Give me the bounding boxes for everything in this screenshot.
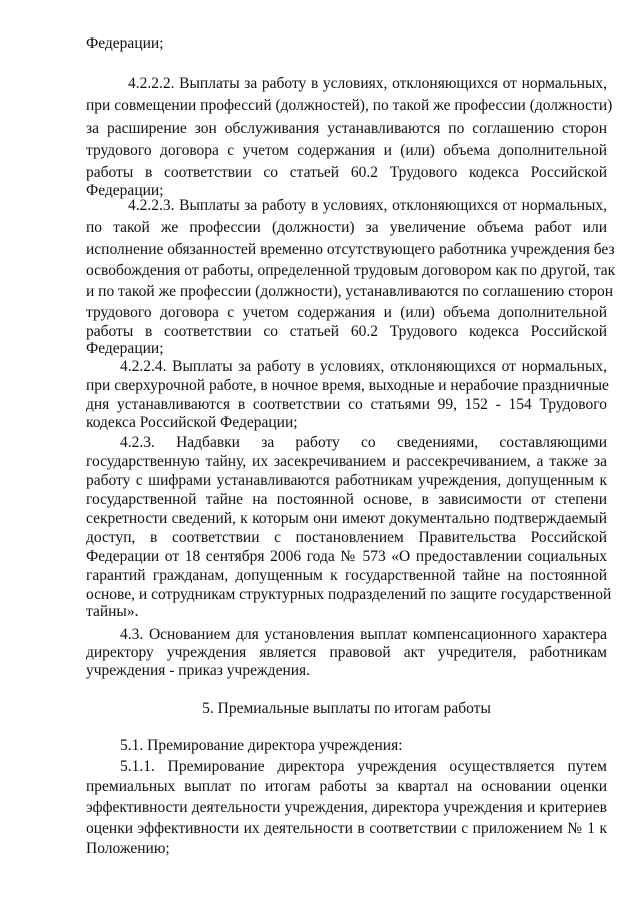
text-line: премиальных выплат по итогам работы за квартал на основании оценки <box>86 778 607 795</box>
text-line: основе, и сотрудникам структурных подразделений по защите государственной <box>86 586 612 603</box>
text-line: 4.2.2.3. Выплаты за работу в условиях, отклоняющихся от нормальных, <box>128 197 607 214</box>
text-line: учреждения - приказ учреждения. <box>86 662 311 679</box>
text-line: 5.1. Премирование директора учреждения: <box>120 737 403 754</box>
text-line: трудового договора с учетом содержания и (или) объема дополнительной <box>86 142 607 159</box>
text-line: 4.2.2.4. Выплаты за работу в условиях, отклоняющихся от нормальных, <box>120 358 607 375</box>
text-line: работы в соответствии со статьей 60.2 Трудового кодекса Российской <box>86 164 607 181</box>
text-line: 5.1.1. Премирование директора учреждения осуществляется путем <box>120 758 607 775</box>
text-line: и по такой же профессии (должности), устанавливаются по соглашению сторон <box>86 283 614 300</box>
text-line: тайны». <box>86 603 139 620</box>
text-line: кодекса Российской Федерации; <box>86 414 298 431</box>
text-line: исполнение обязанностей временно отсутствующего работника учреждения без <box>86 241 615 258</box>
text-line: дня устанавливаются в соответствии со статьями 99, 152 - 154 Трудового <box>86 396 607 413</box>
text-line: при совмещении профессий (должностей), по такой же профессии (должности) <box>86 97 613 114</box>
text-line: за расширение зон обслуживания устанавливаются по соглашению сторон <box>86 120 607 137</box>
text-line: гарантий гражданам, допущенным к государственной тайне на постоянной <box>86 567 607 584</box>
text-line: директору учреждения является правовой акт учредителя, работникам <box>86 644 607 661</box>
text-line: Федерации; <box>86 340 164 357</box>
text-line: Федерации; <box>86 35 164 52</box>
text-line: секретности сведений, к которым они имеют документально подтверждаемый <box>86 510 607 527</box>
text-line: трудового договора с учетом содержания и (или) объема дополнительной <box>86 304 607 321</box>
text-line: эффективности деятельности учреждения, директора учреждения и критериев <box>86 799 607 816</box>
text-line: государственной тайне на постоянной основе, в зависимости от степени <box>86 491 607 508</box>
text-line: освобождения от работы, определенной трудовым договором как по другой, так <box>86 262 616 279</box>
text-line: государственную тайну, их засекречиванием и рассекречиванием, а также за <box>86 453 607 470</box>
text-line: доступ, в соответствии с постановлением Правительства Российской <box>86 529 607 546</box>
text-line: 4.2.3. Надбавки за работу со сведениями, составляющими <box>120 434 607 451</box>
text-line: по такой же профессии (должности) за увеличение объема работ или <box>86 219 607 236</box>
text-line: при сверхурочной работе, в ночное время, выходные и нерабочие праздничные <box>86 377 609 394</box>
text-line: работу с шифрами устанавливаются работникам учреждения, допущенным к <box>86 472 607 489</box>
text-line: Федерации от 18 сентября 2006 года № 573 «О предоставлении социальных <box>86 548 607 565</box>
text-line: Федерации; <box>86 182 164 199</box>
text-line: 4.3. Основанием для установления выплат компенсационного характера <box>120 626 607 643</box>
text-line: 4.2.2.2. Выплаты за работу в условиях, отклоняющихся от нормальных, <box>128 75 607 92</box>
text-line: оценки эффективности их деятельности в соответствии с приложением № 1 к <box>86 820 607 837</box>
section-heading: 5. Премиальные выплаты по итогам работы <box>202 700 491 717</box>
text-line: работы в соответствии со статьей 60.2 Трудового кодекса Российской <box>86 323 607 340</box>
text-line: Положению; <box>86 840 170 857</box>
